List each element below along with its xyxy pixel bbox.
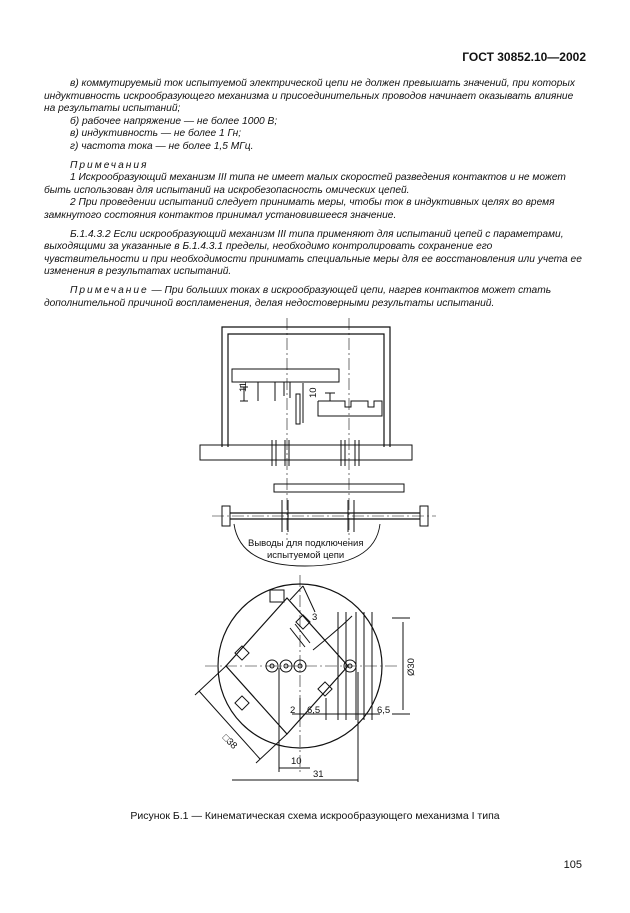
paragraph-vv: в) индуктивность — не более 1 Гн; [70,128,242,140]
dim-6-5-b-label: 6,5 [377,705,391,716]
dim-11-label: 11 [238,382,249,392]
notes-heading: Примечания [70,159,149,171]
note-label: Примечание [70,284,149,296]
note-text: — При больших токах в искрообразующей цепи, нагрев контактов может стать дополнительной причиной воспламенения, делая недостоверными результаты испытаний. [44,284,552,309]
dim-sq38-label: □38 [219,732,240,752]
dim-31-label: 31 [313,769,324,780]
paragraph-b1432: Б.1.4.3.2 Если искрообразующий механизм III типа применяют для испытаний цепей с параметрами, выходящими за указанные в Б.1.4.3.1 пределы, необходимо контролировать сохранение его чувствительности и при необходимости принимать специальные меры для ее восстановления или учета ее изменения в результатах испытаний. [44,228,582,278]
dim-d30-label: Ø30 [406,658,417,676]
dim-2-label: 2 [290,705,296,716]
callout-line-2: испытуемой цепи [267,550,345,561]
note-1: 1 Искрообразующий механизм III типа не имеет малых скоростей разведения контактов и не может быть использован для испытаний на искробезопасность омических цепей. [44,172,566,196]
plan-view [195,575,410,782]
page-number: 105 [563,859,582,871]
dim-10-top-label: 10 [308,387,319,398]
upper-assembly [200,318,436,566]
figure-caption: Рисунок Б.1 — Кинематическая схема искрообразующего механизма I типа [130,810,500,822]
paragraph-v: в) коммутируемый ток испытуемой электрической цепи не должен превышать значений, при которых индуктивность искрообразующего механизма и присоединительных проводов начинает оказывать влияние на результаты испытаний; [44,78,575,115]
paragraph-b: б) рабочее напряжение — не более 1000 В; [70,115,278,127]
note-2: 2 При проведении испытаний следует принимать меры, чтобы ток в индуктивных целях во время замкнутого состояния контактов принимал установившееся значение. [44,197,555,221]
dim-3-label: 3 [312,612,318,623]
dim-6-5-a-label: 6,5 [307,705,321,716]
standard-header: ГОСТ 30852.10—2002 [462,50,586,64]
dim-10-bottom-label: 10 [291,756,302,767]
callout-line-1: Выводы для подключения [248,538,364,549]
paragraph-g: г) частота тока — не более 1,5 МГц. [70,140,254,152]
